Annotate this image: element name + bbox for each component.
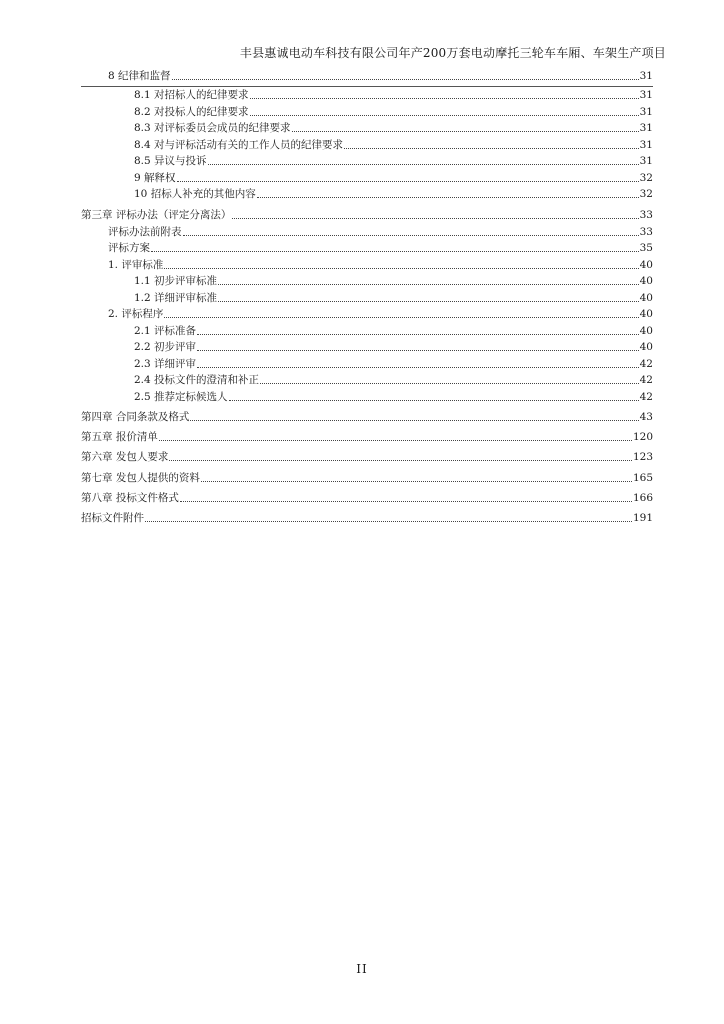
toc-entry-chapter-5[interactable] — [81, 431, 653, 444]
toc-entry-page: 40 — [639, 259, 653, 271]
toc-entry-label: 第七章 发包人提供的资料 — [81, 472, 200, 484]
toc-entry-1-2[interactable] — [134, 292, 653, 305]
toc-entry-label: 招标文件附件 — [81, 512, 144, 524]
toc-entry-page: 31 — [639, 139, 653, 151]
toc-entry-page: 40 — [639, 325, 653, 337]
toc-leader-dots — [164, 316, 638, 318]
toc-entry-page: 165 — [632, 472, 653, 484]
toc-entry-label: 9 解释权 — [134, 172, 176, 184]
toc-entry-8-1[interactable] — [134, 89, 653, 102]
header-rule — [81, 86, 653, 87]
toc-entry-2-3[interactable] — [134, 358, 653, 371]
toc-entry-2-1[interactable] — [134, 325, 653, 338]
toc-entry-8-4[interactable] — [134, 139, 653, 152]
toc-leader-dots — [197, 333, 639, 335]
toc-leader-dots — [232, 217, 638, 219]
toc-entry-page: 123 — [632, 451, 653, 463]
toc-entry-label: 第六章 发包人要求 — [81, 451, 169, 463]
toc-entry-label: 2.2 初步评审 — [134, 341, 197, 353]
toc-entry-chapter-6[interactable] — [81, 451, 653, 464]
toc-entry-label: 10 招标人补充的其他内容 — [134, 188, 256, 200]
toc-entry-page: 33 — [639, 209, 653, 221]
toc-leader-dots — [218, 300, 639, 302]
toc-entry-label: 1.1 初步评审标准 — [134, 275, 218, 287]
toc-leader-dots — [183, 234, 639, 236]
running-header-title: 丰县惠诚电动车科技有限公司年产200万套电动摩托三轮车车厢、车架生产项目 — [239, 46, 666, 60]
toc-leader-dots — [190, 419, 638, 421]
toc-entry-8-3[interactable] — [134, 122, 653, 135]
toc-leader-dots — [292, 130, 639, 132]
toc-entry-page: 40 — [639, 292, 653, 304]
toc-entry-page: 31 — [639, 70, 653, 82]
toc-entry-page: 166 — [632, 492, 653, 504]
toc-entry-page: 32 — [639, 188, 653, 200]
toc-leader-dots — [250, 114, 639, 116]
toc-leader-dots — [159, 439, 632, 441]
toc-entry-8[interactable] — [108, 70, 653, 83]
toc-entry-label: 第五章 报价清单 — [81, 431, 158, 443]
toc-entry-2-2[interactable] — [134, 341, 653, 354]
toc-entry-label: 8.1 对招标人的纪律要求 — [134, 89, 249, 101]
toc-entry-label: 2.3 详细评审 — [134, 358, 197, 370]
toc-entry-10[interactable] — [134, 188, 653, 201]
toc-leader-dots — [218, 283, 639, 285]
toc-entry-page: 35 — [639, 242, 653, 254]
toc-entry-label: 8.4 对与评标活动有关的工作人员的纪律要求 — [134, 139, 344, 151]
toc-entry-label: 第四章 合同条款及格式 — [81, 411, 190, 423]
toc-leader-dots — [197, 366, 639, 368]
toc-entry-page: 40 — [639, 275, 653, 287]
toc-entry-label: 2.4 投标文件的澄清和补正 — [134, 374, 260, 386]
toc-leader-dots — [180, 500, 632, 502]
footer-page-number: II — [356, 962, 368, 976]
toc-entry-page: 42 — [639, 358, 653, 370]
toc-entry-label: 2.1 评标准备 — [134, 325, 197, 337]
toc-entry-2-4[interactable] — [134, 374, 653, 387]
toc-entry-appendix-table[interactable] — [108, 226, 653, 239]
toc-leader-dots — [169, 459, 632, 461]
toc-entry-label: 2.5 推荐定标候选人 — [134, 391, 228, 403]
toc-entry-page: 31 — [639, 106, 653, 118]
toc-leader-dots — [250, 97, 639, 99]
toc-leader-dots — [208, 163, 639, 165]
toc-entry-chapter-3[interactable] — [81, 209, 653, 222]
toc-entry-label: 8.5 异议与投诉 — [134, 155, 207, 167]
toc-leader-dots — [197, 349, 639, 351]
toc-entry-label: 2. 评标程序 — [108, 308, 164, 320]
toc-entry-2[interactable] — [108, 308, 653, 321]
toc-leader-dots — [257, 196, 639, 198]
toc-entry-1[interactable] — [108, 259, 653, 272]
toc-entry-2-5[interactable] — [134, 391, 653, 404]
toc-entry-1-1[interactable] — [134, 275, 653, 288]
toc-entry-label: 1.2 详细评审标准 — [134, 292, 218, 304]
toc-entry-page: 40 — [639, 341, 653, 353]
toc-entry-page: 31 — [639, 155, 653, 167]
toc-entry-page: 32 — [639, 172, 653, 184]
toc-entry-label: 第三章 评标办法（评定分离法） — [81, 209, 232, 221]
toc-entry-page: 31 — [639, 122, 653, 134]
toc-leader-dots — [177, 180, 639, 182]
toc-entry-scheme[interactable] — [108, 242, 653, 255]
toc-entry-page: 33 — [639, 226, 653, 238]
toc-leader-dots — [344, 147, 639, 149]
toc-leader-dots — [145, 520, 632, 522]
toc-entry-page: 191 — [632, 512, 653, 524]
toc-entry-label: 评标办法前附表 — [108, 226, 182, 238]
toc-entry-page: 42 — [639, 374, 653, 386]
toc-entry-label: 8.3 对评标委员会成员的纪律要求 — [134, 122, 291, 134]
toc-entry-8-2[interactable] — [134, 106, 653, 119]
toc-leader-dots — [229, 399, 639, 401]
toc-leader-dots — [151, 250, 639, 252]
toc-leader-dots — [201, 480, 632, 482]
toc-leader-dots — [164, 267, 638, 269]
toc-entry-label: 1. 评审标准 — [108, 259, 164, 271]
toc-entry-9[interactable] — [134, 172, 653, 185]
toc-entry-label: 评标方案 — [108, 242, 150, 254]
toc-entry-page: 31 — [639, 89, 653, 101]
toc-entry-page: 42 — [639, 391, 653, 403]
toc-entry-label: 8 纪律和监督 — [108, 70, 171, 82]
toc-entry-label: 第八章 投标文件格式 — [81, 492, 179, 504]
toc-entry-page: 43 — [639, 411, 653, 423]
toc-entry-chapter-7[interactable] — [81, 472, 653, 485]
toc-entry-chapter-8[interactable] — [81, 492, 653, 505]
toc-entry-label: 8.2 对投标人的纪律要求 — [134, 106, 249, 118]
toc-entry-page: 40 — [639, 308, 653, 320]
toc-leader-dots — [172, 78, 639, 80]
toc-entry-page: 120 — [632, 431, 653, 443]
toc-leader-dots — [260, 382, 639, 384]
toc-entry-chapter-4[interactable] — [81, 411, 653, 424]
toc-entry-8-5[interactable] — [134, 155, 653, 168]
toc-entry-attachments[interactable] — [81, 512, 653, 525]
